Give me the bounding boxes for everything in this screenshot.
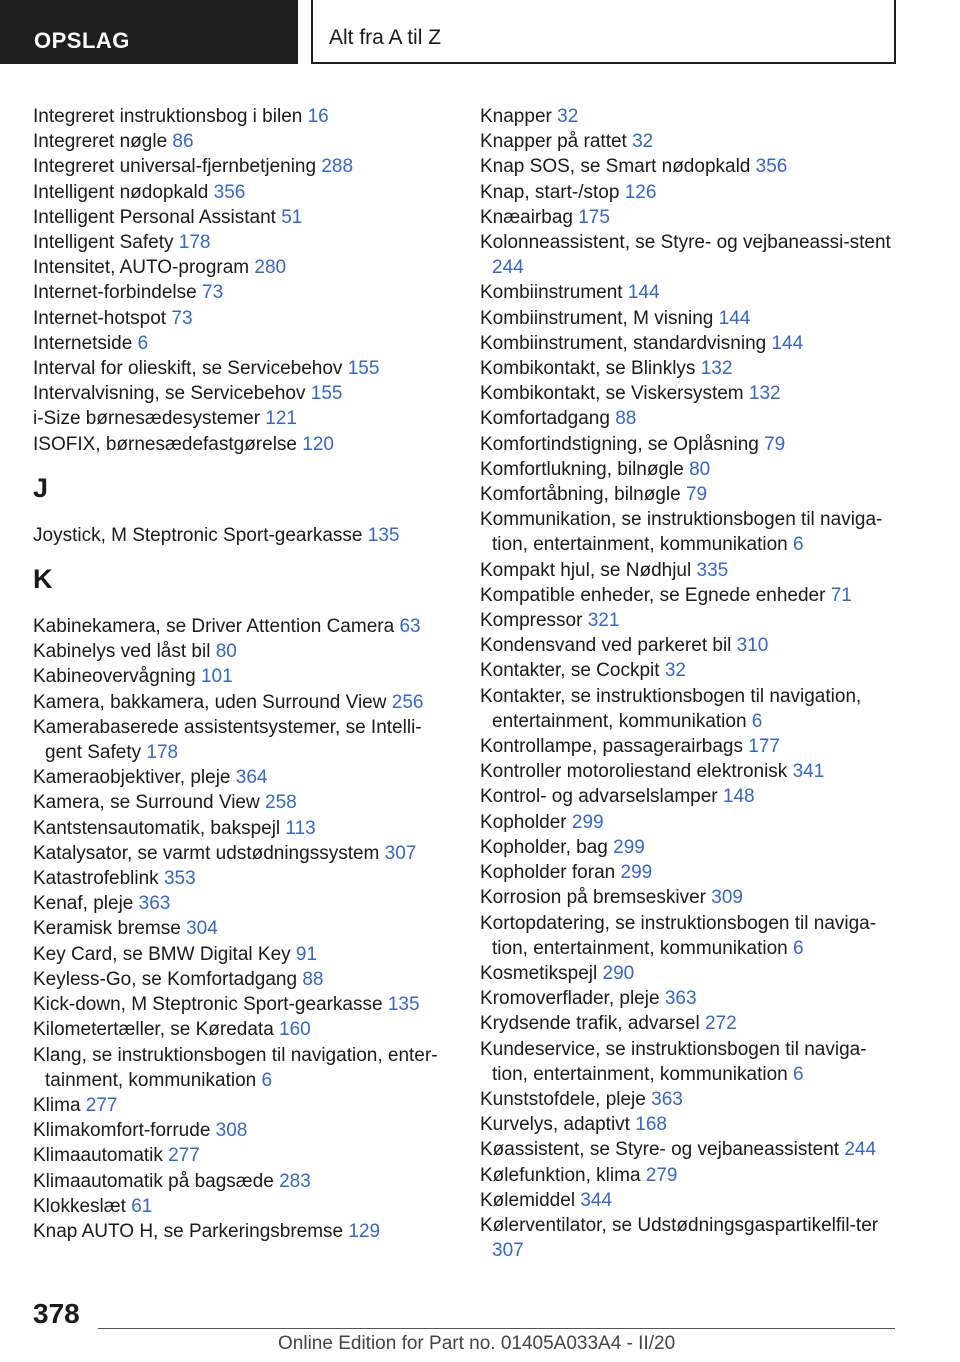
index-entry xyxy=(33,816,445,841)
entry-text: Kontakter, se Cockpit xyxy=(480,660,665,682)
page-reference-link[interactable]: 178 xyxy=(178,232,211,254)
index-entry xyxy=(480,406,900,431)
page-reference-link[interactable]: 299 xyxy=(620,862,653,884)
entry-text: Intervalvisning, se Servicebehov xyxy=(33,383,311,405)
entry-text: Integreret universal-fjernbetjening xyxy=(33,156,322,178)
index-entry xyxy=(33,406,445,431)
entry-text: Kontroller motoroliestand elektronisk xyxy=(480,761,793,783)
page-reference-link[interactable]: 32 xyxy=(664,660,686,682)
index-entry xyxy=(480,885,900,910)
entry-text: Kantstensautomatik, bakspejl xyxy=(33,817,286,839)
index-entry xyxy=(480,104,900,129)
index-entry xyxy=(480,911,900,961)
page-reference-link[interactable]: 353 xyxy=(163,868,196,890)
entry-text: Kameraobjektiver, pleje xyxy=(33,767,236,789)
entry-text: Kombiinstrument xyxy=(480,282,628,304)
page-reference-link[interactable]: 277 xyxy=(168,1145,200,1167)
index-entry xyxy=(480,759,900,784)
index-entry xyxy=(33,255,445,280)
index-entry xyxy=(480,180,900,205)
page-reference-link[interactable]: 32 xyxy=(557,106,579,127)
page-reference-link[interactable]: 280 xyxy=(254,257,287,279)
index-entry xyxy=(33,715,445,765)
section-letter: K xyxy=(33,564,53,595)
entry-text: Integreret nøgle xyxy=(33,131,173,153)
page-reference-link[interactable]: 299 xyxy=(571,811,604,833)
index-entry xyxy=(480,835,900,860)
index-entry xyxy=(33,1219,445,1244)
entry-text: Kombiinstrument, M visning xyxy=(480,307,719,329)
entry-text: Internetside xyxy=(33,332,138,354)
index-entry xyxy=(33,523,445,548)
page-reference-link[interactable]: 178 xyxy=(146,742,179,764)
page-reference-link[interactable]: 16 xyxy=(307,106,329,127)
entry-text: Knap, start-/stop xyxy=(480,181,625,203)
page-reference-link[interactable]: 341 xyxy=(792,761,825,783)
page-reference-link[interactable]: 80 xyxy=(215,641,237,663)
page-reference-link[interactable]: 6 xyxy=(751,710,763,732)
entry-text: Klokkeslæt xyxy=(33,1195,132,1217)
index-entry xyxy=(480,734,900,759)
index-entry xyxy=(33,1043,445,1093)
index-entry xyxy=(480,1011,900,1036)
index-entry xyxy=(33,104,445,129)
page-reference-link[interactable]: 310 xyxy=(736,635,769,657)
page-reference-link[interactable]: 307 xyxy=(492,1240,524,1262)
entry-text: Klima xyxy=(33,1094,86,1116)
page-reference-link[interactable]: 160 xyxy=(279,1019,311,1041)
page-reference-link[interactable]: 6 xyxy=(261,1069,273,1091)
index-entry xyxy=(33,916,445,941)
index-entry xyxy=(480,432,900,457)
entry-text: Klimakomfort-forrude xyxy=(33,1120,216,1142)
entry-text: Knap SOS, se Smart nødopkald xyxy=(480,156,756,178)
index-entry xyxy=(33,1118,445,1143)
entry-text: Keyless-Go, se Komfortadgang xyxy=(33,968,303,990)
entry-text: Kolonneassistent, se Styre- og vejbaneassi‐stent xyxy=(480,232,891,254)
index-entry xyxy=(33,306,445,331)
index-entry xyxy=(480,457,900,482)
entry-text: Integreret instruktionsbog i bilen xyxy=(33,106,308,127)
entry-text: Kompressor xyxy=(480,610,588,632)
index-entry xyxy=(33,992,445,1017)
index-entry xyxy=(480,507,900,557)
index-entry xyxy=(480,810,900,835)
page-reference-link[interactable]: 244 xyxy=(492,257,524,279)
page-reference-link[interactable]: 155 xyxy=(347,358,380,380)
index-entry xyxy=(33,690,445,715)
entry-text: Kabineovervågning xyxy=(33,666,201,688)
index-entry xyxy=(33,942,445,967)
page-reference-link[interactable]: 91 xyxy=(295,943,318,965)
page-reference-link[interactable]: 155 xyxy=(310,383,343,405)
page-reference-link[interactable]: 132 xyxy=(700,358,733,380)
entry-text: Kamera, se Surround View xyxy=(33,792,265,814)
index-entry xyxy=(480,986,900,1011)
entry-text: Knapper xyxy=(480,106,558,127)
index-column-left xyxy=(33,104,445,1244)
index-entry xyxy=(480,1188,900,1213)
entry-text: Kontrollampe, passagerairbags xyxy=(480,736,749,758)
edition-note: Online Edition for Part no. 01405A033A4 - II/20 xyxy=(278,1333,676,1354)
index-entry xyxy=(480,482,900,507)
page-reference-link[interactable]: 120 xyxy=(302,433,334,455)
section-tab: OPSLAG xyxy=(0,0,298,64)
page-reference-link[interactable]: 356 xyxy=(213,181,246,203)
entry-text: Kontrol- og advarselslamper xyxy=(480,786,723,808)
page-reference-link[interactable]: 363 xyxy=(664,988,697,1010)
index-entry xyxy=(33,280,445,305)
page-reference-link[interactable]: 175 xyxy=(578,206,610,228)
page-reference-link[interactable]: 279 xyxy=(645,1164,678,1186)
index-entry xyxy=(480,154,900,179)
entry-text: Kompakt hjul, se Nødhjul xyxy=(480,559,697,581)
entry-text: Klimaautomatik på bagsæde xyxy=(33,1170,280,1192)
entry-text: Knæairbag xyxy=(480,206,579,228)
page-reference-link[interactable]: 283 xyxy=(279,1170,311,1192)
page-reference-link[interactable]: 256 xyxy=(391,691,424,713)
index-entry xyxy=(480,1087,900,1112)
entry-text: Kurvelys, adaptivt xyxy=(480,1114,636,1136)
page-reference-link[interactable]: 126 xyxy=(624,181,657,203)
index-entry xyxy=(33,180,445,205)
page-reference-link[interactable]: 135 xyxy=(387,994,420,1016)
page-reference-link[interactable]: 135 xyxy=(367,524,400,546)
page-reference-link[interactable]: 51 xyxy=(281,206,303,228)
page-reference-link[interactable]: 144 xyxy=(627,282,660,304)
page-reference-link[interactable]: 6 xyxy=(137,332,149,354)
page-reference-link[interactable]: 307 xyxy=(384,842,417,864)
entry-text: Klimaautomatik xyxy=(33,1145,169,1167)
index-entry xyxy=(480,784,900,809)
entry-text: Komfortindstigning, se Oplåsning xyxy=(480,433,765,455)
entry-text: Komfortåbning, bilnøgle xyxy=(480,484,686,506)
page-reference-link[interactable]: 288 xyxy=(321,156,354,178)
page-reference-link[interactable]: 304 xyxy=(186,918,218,940)
index-entry xyxy=(480,1163,900,1188)
index-column-right xyxy=(480,104,900,1263)
page-reference-link[interactable]: 258 xyxy=(265,792,297,814)
page-reference-link[interactable]: 80 xyxy=(689,458,711,480)
entry-text: Internet-hotspot xyxy=(33,307,172,329)
page-reference-link[interactable]: 309 xyxy=(711,887,743,909)
entry-text: Intensitet, AUTO-program xyxy=(33,257,255,279)
index-entry xyxy=(33,841,445,866)
index-entry xyxy=(480,608,900,633)
page-reference-link[interactable]: 177 xyxy=(748,736,780,758)
entry-text: Komfortadgang xyxy=(480,408,616,430)
index-entry xyxy=(480,1137,900,1162)
entry-text: Kopholder, bag xyxy=(480,836,614,858)
page-reference-link[interactable]: 168 xyxy=(635,1114,667,1136)
index-entry xyxy=(33,639,445,664)
index-entry xyxy=(480,280,900,305)
page-reference-link[interactable]: 71 xyxy=(830,584,852,606)
page-reference-link[interactable]: 32 xyxy=(632,131,654,153)
index-entry xyxy=(480,633,900,658)
entry-text: Kosmetikspejl xyxy=(480,962,603,984)
index-entry xyxy=(480,356,900,381)
entry-text: Kontakter, se instruktionsbogen til navigation, entertainment, kommunikation xyxy=(480,685,862,732)
entry-text: Kommunikation, se instruktionsbogen til naviga‐tion, entertainment, kommunikation xyxy=(480,509,883,556)
page-reference-link[interactable]: 144 xyxy=(718,307,751,329)
page-reference-link[interactable]: 121 xyxy=(265,408,297,430)
index-entry xyxy=(480,1213,900,1263)
entry-text: Kopholder foran xyxy=(480,862,621,884)
page-reference-link[interactable]: 277 xyxy=(85,1094,118,1116)
page-reference-link[interactable]: 79 xyxy=(764,433,786,455)
index-entry xyxy=(33,614,445,639)
index-entry xyxy=(33,1093,445,1118)
page-reference-link[interactable]: 356 xyxy=(755,156,788,178)
entry-text: Kølefunktion, klima xyxy=(480,1164,646,1186)
entry-text: Kompatible enheder, se Egnede enheder xyxy=(480,584,831,606)
page-reference-link[interactable]: 272 xyxy=(704,1013,737,1035)
page-number: 378 xyxy=(33,1298,80,1329)
entry-text: i-Size børnesædesystemer xyxy=(33,408,266,430)
page-header xyxy=(0,0,960,66)
index-entry xyxy=(480,658,900,683)
entry-text: Kilometertæller, se Køredata xyxy=(33,1019,280,1041)
index-entry xyxy=(33,154,445,179)
index-entry xyxy=(480,961,900,986)
entry-text: Kølerventilator, se Udstødningsgaspartikelfil‐ter xyxy=(480,1214,879,1236)
entry-text: Køassistent, se Styre- og vejbaneassistent xyxy=(480,1139,845,1161)
index-entry xyxy=(480,860,900,885)
index-entry xyxy=(480,331,900,356)
page-reference-link[interactable]: 61 xyxy=(131,1195,153,1217)
page-reference-link[interactable]: 364 xyxy=(235,767,268,789)
entry-text: Internet-forbindelse xyxy=(33,282,202,304)
page-reference-link[interactable]: 79 xyxy=(685,484,708,506)
page-reference-link[interactable]: 144 xyxy=(771,332,804,354)
index-entry xyxy=(480,129,900,154)
entry-text: Kopholder xyxy=(480,811,572,833)
index-entry xyxy=(480,558,900,583)
index-entry xyxy=(33,432,445,457)
entry-text: Knap AUTO H, se Parkeringsbremse xyxy=(33,1220,349,1242)
entry-text: ISOFIX, børnesædefastgørelse xyxy=(33,433,303,455)
entry-text: Kølemiddel xyxy=(480,1189,581,1211)
entry-text: Katastrofeblink xyxy=(33,868,164,890)
entry-text: Joystick, M Steptronic Sport-gearkasse xyxy=(33,524,368,546)
page-reference-link[interactable]: 6 xyxy=(793,1063,804,1085)
index-entry xyxy=(33,967,445,992)
index-entry xyxy=(33,1194,445,1219)
entry-text: Kombikontakt, se Blinklys xyxy=(480,358,701,380)
entry-text: Key Card, se BMW Digital Key xyxy=(33,943,296,965)
page-reference-link[interactable]: 6 xyxy=(793,534,804,556)
index-entry xyxy=(33,205,445,230)
entry-text: Kortopdatering, se instruktionsbogen til naviga‐tion, entertainment, kommunikation xyxy=(480,912,877,959)
entry-text: Kamera, bakkamera, uden Surround View xyxy=(33,691,392,713)
page-reference-link[interactable]: 299 xyxy=(613,836,645,858)
page-reference-link[interactable]: 132 xyxy=(748,383,781,405)
entry-text: Katalysator, se varmt udstødningssystem xyxy=(33,842,385,864)
index-entry xyxy=(33,356,445,381)
page-reference-link[interactable]: 86 xyxy=(172,131,194,153)
footer-divider xyxy=(98,1328,895,1329)
page-reference-link[interactable]: 363 xyxy=(138,893,171,915)
index-entry xyxy=(33,765,445,790)
index-entry xyxy=(33,381,445,406)
index-entry xyxy=(33,866,445,891)
entry-text: Kombiinstrument, standardvisning xyxy=(480,332,772,354)
entry-text: Intelligent nødopkald xyxy=(33,181,214,203)
entry-text: Interval for olieskift, se Servicebehov xyxy=(33,358,348,380)
page-reference-link[interactable]: 363 xyxy=(651,1088,683,1110)
entry-text: Klang, se instruktionsbogen til navigation, enter‐tainment, kommunikation xyxy=(33,1044,438,1091)
index-entry xyxy=(33,1017,445,1042)
page-reference-link[interactable]: 73 xyxy=(171,307,193,329)
page-reference-link[interactable]: 290 xyxy=(602,962,635,984)
page-reference-link[interactable]: 101 xyxy=(200,666,233,688)
index-entry xyxy=(480,1112,900,1137)
page-reference-link[interactable]: 321 xyxy=(587,610,620,632)
index-entry xyxy=(480,230,900,280)
page-reference-link[interactable]: 73 xyxy=(202,282,224,304)
index-entry xyxy=(480,684,900,734)
page-reference-link[interactable]: 88 xyxy=(302,968,324,990)
entry-text: Keramisk bremse xyxy=(33,918,187,940)
index-entry xyxy=(33,331,445,356)
index-entry xyxy=(33,891,445,916)
entry-text: Intelligent Safety xyxy=(33,232,179,254)
page-reference-link[interactable]: 344 xyxy=(580,1189,613,1211)
index-entry xyxy=(480,1037,900,1087)
section-letter: J xyxy=(33,472,49,503)
index-entry xyxy=(33,790,445,815)
entry-text: Kundeservice, se instruktionsbogen til naviga‐tion, entertainment, kommunikation xyxy=(480,1038,867,1085)
page-reference-link[interactable]: 148 xyxy=(722,786,755,808)
page-reference-link[interactable]: 129 xyxy=(348,1220,381,1242)
entry-text: Kamerabaserede assistentsystemer, se Intelli‐gent Safety xyxy=(33,716,422,764)
index-entry xyxy=(33,129,445,154)
page-reference-link[interactable]: 113 xyxy=(285,817,316,839)
entry-text: Krydsende trafik, advarsel xyxy=(480,1013,705,1035)
chapter-title: Alt fra A til Z xyxy=(311,0,896,64)
page-reference-link[interactable]: 244 xyxy=(844,1139,877,1161)
index-entry xyxy=(33,664,445,689)
page-reference-link[interactable]: 6 xyxy=(793,937,804,959)
page-reference-link[interactable]: 335 xyxy=(696,559,729,581)
entry-text: Kunststofdele, pleje xyxy=(480,1088,652,1110)
entry-text: Knapper på rattet xyxy=(480,131,633,153)
entry-text: Intelligent Personal Assistant xyxy=(33,206,282,228)
index-entry xyxy=(33,230,445,255)
index-entry xyxy=(480,381,900,406)
page-reference-link[interactable]: 63 xyxy=(399,616,421,638)
entry-text: Kromoverflader, pleje xyxy=(480,988,665,1010)
entry-text: Korrosion på bremseskiver xyxy=(480,887,712,909)
index-entry xyxy=(33,1143,445,1168)
index-entry xyxy=(480,306,900,331)
entry-text: Kondensvand ved parkeret bil xyxy=(480,635,737,657)
index-entry xyxy=(33,1169,445,1194)
entry-text: Kombikontakt, se Viskersystem xyxy=(480,383,749,405)
page-reference-link[interactable]: 308 xyxy=(215,1120,248,1142)
index-entry xyxy=(480,583,900,608)
entry-text: Kick-down, M Steptronic Sport-gearkasse xyxy=(33,994,388,1016)
entry-text: Kenaf, pleje xyxy=(33,893,139,915)
index-entry xyxy=(480,205,900,230)
page-reference-link[interactable]: 88 xyxy=(615,408,637,430)
entry-text: Kabinelys ved låst bil xyxy=(33,641,216,663)
entry-text: Komfortlukning, bilnøgle xyxy=(480,458,690,480)
entry-text: Kabinekamera, se Driver Attention Camera xyxy=(33,616,400,638)
